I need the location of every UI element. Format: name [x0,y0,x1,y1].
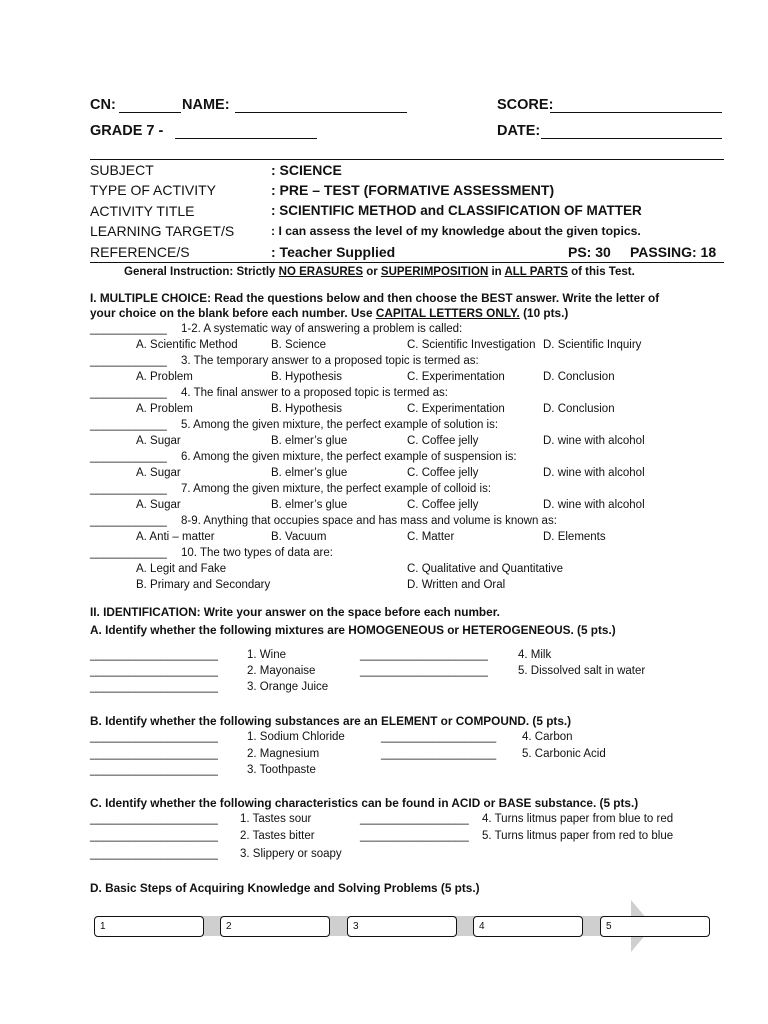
score-label: SCORE: [497,97,554,113]
answer-blank[interactable]: ____________________ [90,681,218,693]
list-item: 1. Tastes sour [240,813,312,825]
answer-choice: B. Hypothesis [271,403,342,415]
answer-choice: B. Science [271,339,326,351]
answer-blank[interactable]: __________________ [381,748,497,760]
info-value-target: : I can assess the level of my knowledge about the given topics. [271,224,641,238]
list-item: 1. Wine [247,649,286,661]
answer-blank[interactable]: ____________ [90,483,167,495]
divider-top [90,159,724,160]
step-box[interactable]: 1 [94,916,204,937]
answer-blank[interactable]: _________________ [360,830,469,842]
answer-blank[interactable]: __________________ [381,731,497,743]
answer-blank[interactable]: ____________ [90,419,167,431]
step-box[interactable]: 3 [347,916,457,937]
answer-choice: B. Primary and Secondary [136,579,271,591]
step-box[interactable]: 5 [600,916,710,937]
answer-blank[interactable]: ____________ [90,451,167,463]
list-item: 4. Milk [518,649,552,661]
answer-choice: D. Elements [543,531,606,543]
answer-choice: C. Experimentation [407,371,505,383]
general-instruction: General Instruction: Strictly NO ERASURES or SUPERIMPOSITION in ALL PARTS of this Test. [124,266,635,278]
answer-choice: D. Written and Oral [407,579,506,591]
answer-choice: A. Problem [136,371,193,383]
ident-c-title: C. Identify whether the following characteristics can be found in ACID or BASE substance. (5 pts.) [90,796,639,810]
answer-blank[interactable]: ____________________ [90,665,218,677]
list-item: 2. Mayonaise [247,665,316,677]
ident-d-title: D. Basic Steps of Acquiring Knowledge and Solving Problems (5 pts.) [90,881,480,895]
info-value-title: : SCIENTIFIC METHOD and CLASSIFICATION OF MATTER [271,203,642,218]
grade-label: GRADE 7 - [90,123,164,139]
list-item: 1. Sodium Chloride [247,731,345,743]
answer-blank[interactable]: ____________________ [90,830,218,842]
question-stem: 5. Among the given mixture, the perfect example of solution is: [181,419,499,431]
answer-choice: C. Qualitative and Quantitative [407,563,563,575]
answer-blank[interactable]: ____________ [90,355,167,367]
passing-label: PASSING: 18 [630,244,717,260]
list-item: 4. Turns litmus paper from blue to red [482,813,674,825]
answer-choice: D. wine with alcohol [543,435,645,447]
answer-blank[interactable]: ____________ [90,547,167,559]
info-label-subject: SUBJECT [90,162,154,178]
answer-blank[interactable]: ____________ [90,515,167,527]
answer-blank[interactable]: ____________ [90,387,167,399]
info-value-reference: : Teacher Supplied [271,244,396,260]
score-field[interactable] [550,112,722,113]
answer-choice: B. Vacuum [271,531,327,543]
answer-choice: C. Coffee jelly [407,435,479,447]
answer-choice: A. Sugar [136,435,181,447]
info-label-reference: REFERENCE/S [90,244,190,260]
list-item: 2. Tastes bitter [240,830,315,842]
cn-field[interactable] [119,112,181,113]
question-stem: 3. The temporary answer to a proposed topic is termed as: [181,355,479,367]
info-label-type: TYPE OF ACTIVITY [90,182,217,198]
list-item: 5. Dissolved salt in water [518,665,646,677]
list-item: 2. Magnesium [247,748,320,760]
list-item: 5. Carbonic Acid [522,748,606,760]
answer-blank[interactable]: ____________________ [90,748,218,760]
question-stem: 7. Among the given mixture, the perfect example of colloid is: [181,483,492,495]
answer-blank[interactable]: ____________________ [360,649,488,661]
answer-choice: D. Conclusion [543,371,615,383]
answer-blank[interactable]: _________________ [360,813,469,825]
info-value-subject: : SCIENCE [271,162,342,178]
answer-blank[interactable]: ____________ [90,323,167,335]
question-stem: 4. The final answer to a proposed topic is termed as: [181,387,448,399]
mc-instruction-line1: I. MULTIPLE CHOICE: Read the questions below and then choose the BEST answer. Write the letter of [90,291,660,305]
answer-choice: B. elmer’s glue [271,435,348,447]
divider-instructions [90,262,724,263]
question-stem: 8-9. Anything that occupies space and has mass and volume is known as: [181,515,557,527]
answer-blank[interactable]: ____________________ [90,848,218,860]
answer-choice: D. wine with alcohol [543,467,645,479]
info-label-target: LEARNING TARGET/S [90,223,235,239]
answer-choice: A. Anti – matter [136,531,215,543]
list-item: 3. Orange Juice [247,681,329,693]
ident-title: II. IDENTIFICATION: Write your answer on the space before each number. [90,605,500,619]
date-label: DATE: [497,123,541,139]
answer-choice: C. Coffee jelly [407,467,479,479]
question-stem: 10. The two types of data are: [181,547,333,559]
answer-choice: D. Conclusion [543,403,615,415]
question-stem: 6. Among the given mixture, the perfect example of suspension is: [181,451,517,463]
answer-choice: A. Scientific Method [136,339,238,351]
info-value-type: : PRE – TEST (FORMATIVE ASSESSMENT) [271,182,555,198]
answer-choice: D. wine with alcohol [543,499,645,511]
answer-choice: C. Matter [407,531,455,543]
date-field[interactable] [541,138,722,139]
step-box[interactable]: 2 [220,916,330,937]
list-item: 3. Slippery or soapy [240,848,342,860]
question-stem: 1-2. A systematic way of answering a problem is called: [181,323,463,335]
info-label-title: ACTIVITY TITLE [90,203,195,219]
answer-choice: A. Sugar [136,467,181,479]
answer-blank[interactable]: ____________________ [90,764,218,776]
list-item: 4. Carbon [522,731,573,743]
cn-label: CN: [90,97,116,113]
name-label: NAME: [182,97,230,113]
answer-choice: A. Legit and Fake [136,563,227,575]
mc-instruction-line2: your choice on the blank before each number. Use CAPITAL LETTERS ONLY. (10 pts.) [90,306,569,320]
ps-label: PS: 30 [568,244,611,260]
list-item: 5. Turns litmus paper from red to blue [482,830,674,842]
answer-choice: C. Coffee jelly [407,499,479,511]
answer-choice: A. Sugar [136,499,181,511]
answer-choice: C. Scientific Investigation [407,339,536,351]
list-item: 3. Toothpaste [247,764,316,776]
section-field[interactable] [175,138,317,139]
ident-b-title: B. Identify whether the following substances are an ELEMENT or COMPOUND. (5 pts.) [90,714,572,728]
name-field[interactable] [235,112,407,113]
answer-blank[interactable]: ____________________ [90,813,218,825]
answer-choice: A. Problem [136,403,193,415]
answer-choice: D. Scientific Inquiry [543,339,642,351]
ident-a-title: A. Identify whether the following mixtures are HOMOGENEOUS or HETEROGENEOUS. (5 pts.) [90,623,616,637]
answer-blank[interactable]: ____________________ [360,665,488,677]
answer-blank[interactable]: ____________________ [90,649,218,661]
answer-choice: B. elmer’s glue [271,499,348,511]
step-box[interactable]: 4 [473,916,583,937]
answer-choice: B. elmer’s glue [271,467,348,479]
answer-choice: C. Experimentation [407,403,505,415]
answer-choice: B. Hypothesis [271,371,342,383]
answer-blank[interactable]: ____________________ [90,731,218,743]
